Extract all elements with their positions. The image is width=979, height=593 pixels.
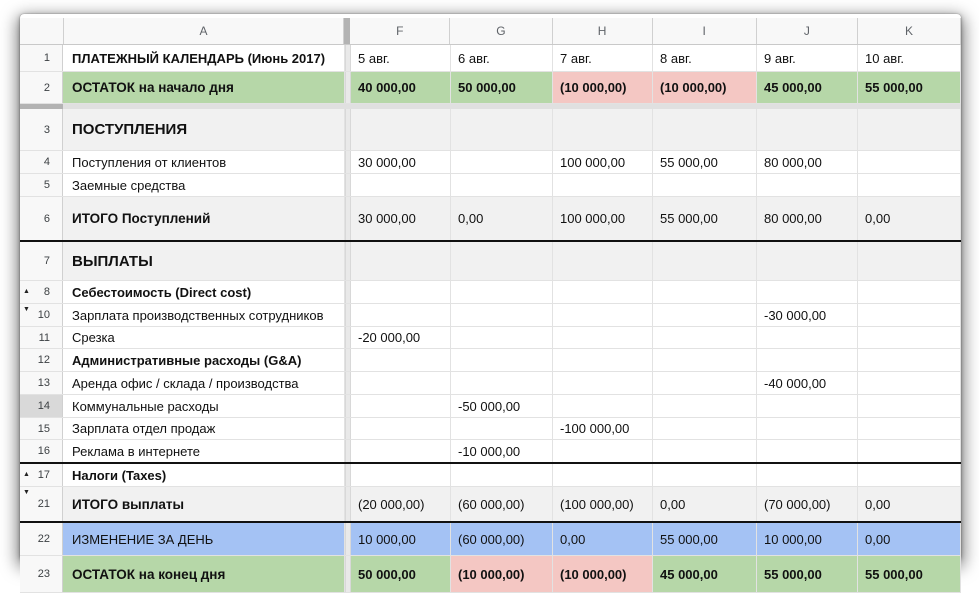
cell[interactable]: [653, 349, 757, 371]
cell[interactable]: [757, 395, 858, 417]
spreadsheet: [20, 18, 961, 593]
row-label-cell[interactable]: ВЫПЛАТЫ: [63, 242, 345, 280]
cell[interactable]: [653, 440, 757, 462]
column-header-i[interactable]: I: [653, 18, 757, 44]
row-number-label: 7: [43, 255, 50, 267]
cell[interactable]: 50 000,00: [351, 556, 451, 592]
table-row-15: [20, 418, 961, 440]
table-row-17: [20, 464, 961, 487]
cell[interactable]: [757, 440, 858, 462]
cell[interactable]: [858, 464, 961, 486]
row-number-label: 17: [37, 469, 50, 481]
cell[interactable]: -40 000,00: [757, 372, 858, 394]
hidden-rows-below-icon[interactable]: ▼: [23, 489, 30, 496]
cell[interactable]: 8 авг.: [653, 45, 757, 71]
row-label-cell[interactable]: ПОСТУПЛЕНИЯ: [63, 109, 345, 150]
cell[interactable]: [451, 464, 553, 486]
table-row-1: [20, 45, 961, 72]
cell[interactable]: [553, 372, 653, 394]
row-label-cell[interactable]: Налоги (Taxes): [63, 464, 345, 486]
table-row-4: [20, 151, 961, 174]
table-row-12: [20, 349, 961, 372]
row-number-12[interactable]: [20, 349, 63, 371]
cell[interactable]: -10 000,00: [451, 440, 553, 462]
row-number-label: 11: [38, 331, 50, 344]
table-row-3: [20, 109, 961, 151]
cell[interactable]: [553, 281, 653, 303]
cell[interactable]: [858, 395, 961, 417]
row-number-4[interactable]: [20, 151, 63, 173]
cell[interactable]: [553, 349, 653, 371]
cell[interactable]: [858, 440, 961, 462]
cell[interactable]: [858, 372, 961, 394]
table-row-22: [20, 523, 961, 556]
row-number-11[interactable]: [20, 327, 63, 348]
cell[interactable]: 10 000,00: [351, 523, 451, 555]
table-row-21: [20, 487, 961, 523]
table-row-5: [20, 174, 961, 197]
cell[interactable]: 55 000,00: [757, 556, 858, 592]
cell[interactable]: [858, 174, 961, 196]
row-label-cell[interactable]: ОСТАТОК на конец дня: [63, 556, 345, 592]
cell[interactable]: [351, 304, 451, 326]
row-number-label: 12: [37, 354, 50, 366]
cell[interactable]: 100 000,00: [553, 197, 653, 240]
cell[interactable]: [451, 372, 553, 394]
cell[interactable]: [757, 327, 858, 348]
cell[interactable]: 0,00: [858, 523, 961, 555]
column-header-h[interactable]: H: [553, 18, 653, 44]
row-number-label: 21: [37, 498, 50, 510]
cell[interactable]: [451, 304, 553, 326]
cell[interactable]: 0,00: [451, 197, 553, 240]
row-number-2[interactable]: [20, 72, 63, 103]
cell[interactable]: 55 000,00: [653, 197, 757, 240]
row-number-label: 10: [37, 309, 50, 321]
table-row-6: [20, 197, 961, 242]
cell[interactable]: [451, 349, 553, 371]
row-label-cell[interactable]: Срезка: [63, 327, 345, 348]
cell[interactable]: (100 000,00): [553, 487, 653, 521]
cell[interactable]: [653, 464, 757, 486]
row-number-label: 3: [43, 123, 50, 136]
row-number-label: 14: [37, 400, 50, 412]
table-row-2: [20, 72, 961, 104]
table-row-8: [20, 281, 961, 304]
spreadsheet-window: [20, 14, 961, 582]
row-number-14[interactable]: [20, 395, 63, 417]
column-header-row: [20, 18, 961, 45]
cell[interactable]: [351, 372, 451, 394]
cell[interactable]: [553, 109, 653, 150]
row-number-16[interactable]: [20, 440, 63, 462]
cell[interactable]: (70 000,00): [757, 487, 858, 521]
grid-rows: [20, 45, 961, 593]
table-row-11: [20, 327, 961, 349]
row-label-cell[interactable]: ПЛАТЕЖНЫЙ КАЛЕНДАРЬ (Июнь 2017): [63, 45, 345, 71]
cell[interactable]: [858, 349, 961, 371]
row-number-6[interactable]: [20, 197, 63, 240]
cell[interactable]: (20 000,00): [351, 487, 451, 521]
cell[interactable]: 5 авг.: [351, 45, 451, 71]
row-number-21[interactable]: [20, 487, 63, 521]
hidden-rows-above-icon[interactable]: ▲: [23, 471, 30, 478]
cell[interactable]: 100 000,00: [553, 151, 653, 173]
hidden-rows-below-icon[interactable]: ▼: [23, 306, 30, 313]
cell[interactable]: [653, 242, 757, 280]
cell[interactable]: [553, 464, 653, 486]
cell[interactable]: 0,00: [553, 523, 653, 555]
row-number-label: 2: [43, 81, 50, 94]
cell[interactable]: 55 000,00: [858, 556, 961, 592]
row-label-cell[interactable]: ИТОГО выплаты: [63, 487, 345, 521]
row-label-cell[interactable]: Поступления от клиентов: [63, 151, 345, 173]
cell[interactable]: [653, 395, 757, 417]
table-row-10: [20, 304, 961, 327]
row-number-label: 15: [37, 422, 50, 435]
row-label-cell[interactable]: Зарплата производственных сотрудников: [63, 304, 345, 326]
cell[interactable]: [351, 109, 451, 150]
cell[interactable]: (60 000,00): [451, 523, 553, 555]
row-number-22[interactable]: [20, 523, 63, 555]
row-label-cell[interactable]: Аренда офис / склада / производства: [63, 372, 345, 394]
cell[interactable]: [451, 327, 553, 348]
row-number-13[interactable]: [20, 372, 63, 394]
row-number-label: 5: [43, 179, 50, 191]
cell[interactable]: [553, 242, 653, 280]
row-number-1[interactable]: [20, 45, 63, 71]
cell[interactable]: [757, 349, 858, 371]
row-number-7[interactable]: [20, 242, 63, 280]
cell[interactable]: -50 000,00: [451, 395, 553, 417]
cell[interactable]: -20 000,00: [351, 327, 451, 348]
cell[interactable]: 40 000,00: [351, 72, 451, 103]
cell[interactable]: [451, 242, 553, 280]
cell[interactable]: (10 000,00): [553, 72, 653, 103]
row-number-3[interactable]: [20, 109, 63, 150]
cell[interactable]: [653, 327, 757, 348]
cell[interactable]: -100 000,00: [553, 418, 653, 439]
row-number-23[interactable]: [20, 556, 63, 592]
cell[interactable]: [553, 395, 653, 417]
cell[interactable]: [653, 372, 757, 394]
column-header-a[interactable]: A: [64, 18, 345, 44]
cell[interactable]: [351, 395, 451, 417]
row-number-label: 16: [37, 445, 50, 457]
column-header-g[interactable]: G: [450, 18, 552, 44]
hidden-rows-above-icon[interactable]: ▲: [23, 288, 30, 295]
cell[interactable]: 80 000,00: [757, 197, 858, 240]
cell[interactable]: [351, 418, 451, 439]
cell[interactable]: (60 000,00): [451, 487, 553, 521]
cell[interactable]: 45 000,00: [757, 72, 858, 103]
cell[interactable]: [653, 418, 757, 439]
cell[interactable]: [351, 174, 451, 196]
row-number-15[interactable]: [20, 418, 63, 439]
cell[interactable]: 0,00: [858, 197, 961, 240]
cell[interactable]: 9 авг.: [757, 45, 858, 71]
row-label-cell[interactable]: Реклама в интернете: [63, 440, 345, 462]
cell[interactable]: [858, 327, 961, 348]
cell[interactable]: (10 000,00): [553, 556, 653, 592]
cell[interactable]: [451, 174, 553, 196]
row-number-label: 22: [37, 533, 50, 545]
table-row-16: [20, 440, 961, 464]
row-number-5[interactable]: [20, 174, 63, 196]
cell[interactable]: 50 000,00: [451, 72, 553, 103]
cell[interactable]: [451, 151, 553, 173]
row-number-label: 4: [43, 156, 50, 168]
cell[interactable]: [451, 418, 553, 439]
cell[interactable]: [451, 109, 553, 150]
cell[interactable]: 30 000,00: [351, 197, 451, 240]
cell[interactable]: [351, 281, 451, 303]
row-label-cell[interactable]: ОСТАТОК на начало дня: [63, 72, 345, 103]
cell[interactable]: [653, 304, 757, 326]
row-label-cell[interactable]: Заемные средства: [63, 174, 345, 196]
cell[interactable]: [553, 174, 653, 196]
row-label-cell[interactable]: ИТОГО Поступлений: [63, 197, 345, 240]
cell[interactable]: -30 000,00: [757, 304, 858, 326]
cell[interactable]: [858, 109, 961, 150]
cell[interactable]: [858, 242, 961, 280]
cell[interactable]: 7 авг.: [553, 45, 653, 71]
column-header-j[interactable]: J: [757, 18, 858, 44]
row-label-cell[interactable]: Себестоимость (Direct cost): [63, 281, 345, 303]
row-number-label: 8: [43, 286, 50, 298]
row-label-cell[interactable]: Административные расходы (G&A): [63, 349, 345, 371]
cell[interactable]: [858, 151, 961, 173]
cell[interactable]: [858, 304, 961, 326]
cell[interactable]: (10 000,00): [653, 72, 757, 103]
row-number-10[interactable]: [20, 304, 63, 326]
sheet-corner-cell[interactable]: [20, 18, 64, 44]
column-header-k[interactable]: K: [858, 18, 961, 44]
cell[interactable]: 0,00: [653, 487, 757, 521]
cell[interactable]: [858, 418, 961, 439]
table-row-23: [20, 556, 961, 593]
cell[interactable]: [653, 281, 757, 303]
row-label-cell[interactable]: Зарплата отдел продаж: [63, 418, 345, 439]
cell[interactable]: (10 000,00): [451, 556, 553, 592]
cell[interactable]: 45 000,00: [653, 556, 757, 592]
cell[interactable]: [553, 327, 653, 348]
row-number-label: 13: [37, 377, 50, 389]
table-row-14: [20, 395, 961, 418]
row-number-label: 6: [43, 212, 50, 225]
cell[interactable]: [553, 440, 653, 462]
cell[interactable]: [653, 109, 757, 150]
row-number-label: 1: [43, 52, 50, 64]
cell[interactable]: [757, 174, 858, 196]
row-label-cell[interactable]: Коммунальные расходы: [63, 395, 345, 417]
cell[interactable]: [451, 281, 553, 303]
cell[interactable]: 30 000,00: [351, 151, 451, 173]
cell[interactable]: 10 000,00: [757, 523, 858, 555]
cell[interactable]: [757, 464, 858, 486]
cell[interactable]: [351, 440, 451, 462]
cell[interactable]: 55 000,00: [653, 151, 757, 173]
cell[interactable]: [351, 349, 451, 371]
cell[interactable]: [757, 109, 858, 150]
cell[interactable]: [553, 304, 653, 326]
row-number-8[interactable]: [20, 281, 63, 303]
cell[interactable]: [351, 242, 451, 280]
cell[interactable]: [858, 281, 961, 303]
cell[interactable]: 6 авг.: [451, 45, 553, 71]
cell[interactable]: [653, 174, 757, 196]
cell[interactable]: [757, 418, 858, 439]
cell[interactable]: [757, 242, 858, 280]
row-label-cell[interactable]: ИЗМЕНЕНИЕ ЗА ДЕНЬ: [63, 523, 345, 555]
row-number-17[interactable]: [20, 464, 63, 486]
cell[interactable]: 80 000,00: [757, 151, 858, 173]
cell[interactable]: [757, 281, 858, 303]
cell[interactable]: 10 авг.: [858, 45, 961, 71]
table-row-13: [20, 372, 961, 395]
table-row-7: [20, 242, 961, 281]
cell[interactable]: 55 000,00: [653, 523, 757, 555]
cell[interactable]: 0,00: [858, 487, 961, 521]
row-number-label: 23: [37, 568, 50, 580]
column-header-f[interactable]: F: [350, 18, 450, 44]
cell[interactable]: [351, 464, 451, 486]
cell[interactable]: 55 000,00: [858, 72, 961, 103]
